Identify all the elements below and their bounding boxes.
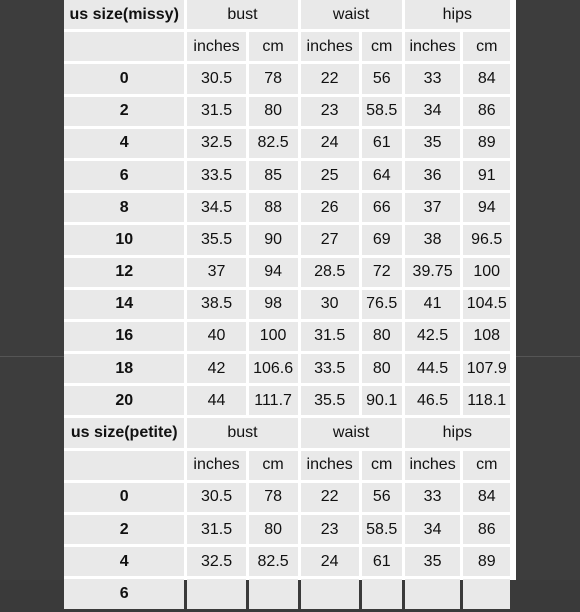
table-row	[64, 322, 510, 351]
measurement-cell: 42	[187, 354, 245, 383]
measurement-cell: 56	[362, 483, 402, 512]
size-label-cell: 10	[64, 225, 184, 254]
measurement-cell: 23	[301, 97, 359, 126]
size-label-cell: 6	[64, 161, 184, 190]
table-row	[64, 483, 510, 512]
measurement-cell: 24	[301, 129, 359, 158]
unit-header-cell: cm	[249, 32, 298, 61]
measurement-cell: 80	[249, 515, 298, 544]
measurement-cell: 85	[249, 161, 298, 190]
size-label-cell: 2	[64, 97, 184, 126]
size-label-cell: 0	[64, 483, 184, 512]
table-title: us size(petite)	[64, 418, 184, 447]
measurement-cell: 86	[463, 97, 510, 126]
measurement-cell: 106.6	[249, 354, 298, 383]
measurement-cell: 44	[187, 386, 245, 415]
measurement-cell	[463, 579, 510, 608]
size-label-cell: 16	[64, 322, 184, 351]
size-label-cell: 0	[64, 64, 184, 93]
unit-header-cell: cm	[249, 451, 298, 480]
measurement-group-header: bust	[187, 0, 297, 29]
measurement-cell: 33.5	[301, 354, 359, 383]
group-header-row	[64, 418, 510, 447]
measurement-cell: 58.5	[362, 97, 402, 126]
unit-header-cell: inches	[301, 451, 359, 480]
background-line	[512, 356, 580, 357]
size-label-cell: 4	[64, 129, 184, 158]
unit-header-cell: cm	[463, 451, 510, 480]
measurement-cell: 84	[463, 64, 510, 93]
size-label-cell: 4	[64, 547, 184, 576]
unit-header-cell: inches	[405, 451, 461, 480]
group-header-row	[64, 0, 510, 29]
measurement-cell: 38	[405, 225, 461, 254]
measurement-cell: 96.5	[463, 225, 510, 254]
measurement-cell: 100	[249, 322, 298, 351]
measurement-cell: 76.5	[362, 290, 402, 319]
measurement-cell	[249, 579, 298, 608]
table-row	[64, 354, 510, 383]
measurement-cell: 94	[463, 193, 510, 222]
background-left	[0, 0, 64, 580]
size-chart-sheet	[64, 0, 516, 602]
table-title: us size(missy)	[64, 0, 184, 29]
units-header-row	[64, 32, 510, 61]
measurement-cell: 82.5	[249, 129, 298, 158]
measurement-cell: 46.5	[405, 386, 461, 415]
measurement-cell: 94	[249, 258, 298, 287]
measurement-cell: 89	[463, 547, 510, 576]
measurement-cell: 30.5	[187, 64, 245, 93]
measurement-cell: 42.5	[405, 322, 461, 351]
measurement-cell: 31.5	[187, 97, 245, 126]
unit-header-cell: inches	[301, 32, 359, 61]
measurement-cell	[187, 579, 245, 608]
measurement-group-header: hips	[405, 0, 510, 29]
measurement-cell: 78	[249, 483, 298, 512]
measurement-group-header: waist	[301, 418, 402, 447]
measurement-cell: 31.5	[301, 322, 359, 351]
measurement-cell: 104.5	[463, 290, 510, 319]
size-label-cell: 18	[64, 354, 184, 383]
unit-header-cell: inches	[187, 451, 245, 480]
unit-header-cell: cm	[463, 32, 510, 61]
measurement-cell	[405, 579, 461, 608]
measurement-cell: 90	[249, 225, 298, 254]
measurement-cell: 56	[362, 64, 402, 93]
measurement-cell: 34.5	[187, 193, 245, 222]
unit-header-cell: inches	[187, 32, 245, 61]
measurement-cell: 107.9	[463, 354, 510, 383]
measurement-cell: 66	[362, 193, 402, 222]
measurement-cell: 25	[301, 161, 359, 190]
measurement-cell: 30	[301, 290, 359, 319]
size-label-cell: 14	[64, 290, 184, 319]
measurement-cell: 26	[301, 193, 359, 222]
measurement-cell: 33.5	[187, 161, 245, 190]
units-header-row	[64, 451, 510, 480]
measurement-cell: 24	[301, 547, 359, 576]
measurement-cell: 61	[362, 129, 402, 158]
measurement-cell: 108	[463, 322, 510, 351]
empty-header-cell	[64, 451, 184, 480]
measurement-cell: 86	[463, 515, 510, 544]
measurement-cell: 35	[405, 129, 461, 158]
measurement-cell: 88	[249, 193, 298, 222]
table-row	[64, 547, 510, 576]
measurement-cell: 27	[301, 225, 359, 254]
measurement-cell: 91	[463, 161, 510, 190]
measurement-group-header: waist	[301, 0, 402, 29]
measurement-cell	[301, 579, 359, 608]
table-row	[64, 193, 510, 222]
size-label-cell: 8	[64, 193, 184, 222]
unit-header-cell: inches	[405, 32, 461, 61]
table-row	[64, 64, 510, 93]
measurement-cell: 58.5	[362, 515, 402, 544]
unit-header-cell: cm	[362, 32, 402, 61]
measurement-cell: 32.5	[187, 547, 245, 576]
table-row	[64, 290, 510, 319]
measurement-cell: 80	[249, 97, 298, 126]
empty-header-cell	[64, 32, 184, 61]
measurement-cell: 41	[405, 290, 461, 319]
measurement-cell: 31.5	[187, 515, 245, 544]
table-row	[64, 161, 510, 190]
measurement-cell: 35.5	[301, 386, 359, 415]
measurement-cell: 40	[187, 322, 245, 351]
table-row	[64, 515, 510, 544]
table-row	[64, 258, 510, 287]
measurement-cell: 78	[249, 64, 298, 93]
measurement-cell: 34	[405, 97, 461, 126]
measurement-cell: 34	[405, 515, 461, 544]
measurement-cell: 33	[405, 483, 461, 512]
measurement-cell: 38.5	[187, 290, 245, 319]
measurement-group-header: bust	[187, 418, 297, 447]
measurement-cell: 80	[362, 354, 402, 383]
measurement-cell: 89	[463, 129, 510, 158]
measurement-cell: 90.1	[362, 386, 402, 415]
table-row	[64, 225, 510, 254]
measurement-cell: 30.5	[187, 483, 245, 512]
measurement-cell	[362, 579, 402, 608]
measurement-cell: 98	[249, 290, 298, 319]
measurement-cell: 64	[362, 161, 402, 190]
measurement-cell: 35.5	[187, 225, 245, 254]
size-label-cell: 2	[64, 515, 184, 544]
measurement-cell: 23	[301, 515, 359, 544]
measurement-cell: 82.5	[249, 547, 298, 576]
measurement-cell: 36	[405, 161, 461, 190]
table-row	[64, 579, 510, 608]
measurement-cell: 35	[405, 547, 461, 576]
measurement-cell: 28.5	[301, 258, 359, 287]
measurement-cell: 22	[301, 483, 359, 512]
size-chart-table	[61, 0, 513, 612]
measurement-cell: 118.1	[463, 386, 510, 415]
size-label-cell: 6	[64, 579, 184, 608]
measurement-cell: 80	[362, 322, 402, 351]
measurement-cell: 37	[187, 258, 245, 287]
measurement-group-header: hips	[405, 418, 510, 447]
measurement-cell: 111.7	[249, 386, 298, 415]
size-label-cell: 12	[64, 258, 184, 287]
background-line	[0, 356, 64, 357]
table-row	[64, 129, 510, 158]
measurement-cell: 39.75	[405, 258, 461, 287]
measurement-cell: 61	[362, 547, 402, 576]
unit-header-cell: cm	[362, 451, 402, 480]
measurement-cell: 33	[405, 64, 461, 93]
measurement-cell: 72	[362, 258, 402, 287]
size-label-cell: 20	[64, 386, 184, 415]
background-right	[512, 0, 580, 580]
measurement-cell: 37	[405, 193, 461, 222]
measurement-cell: 32.5	[187, 129, 245, 158]
table-row	[64, 97, 510, 126]
measurement-cell: 44.5	[405, 354, 461, 383]
measurement-cell: 22	[301, 64, 359, 93]
measurement-cell: 69	[362, 225, 402, 254]
measurement-cell: 100	[463, 258, 510, 287]
measurement-cell: 84	[463, 483, 510, 512]
table-row	[64, 386, 510, 415]
